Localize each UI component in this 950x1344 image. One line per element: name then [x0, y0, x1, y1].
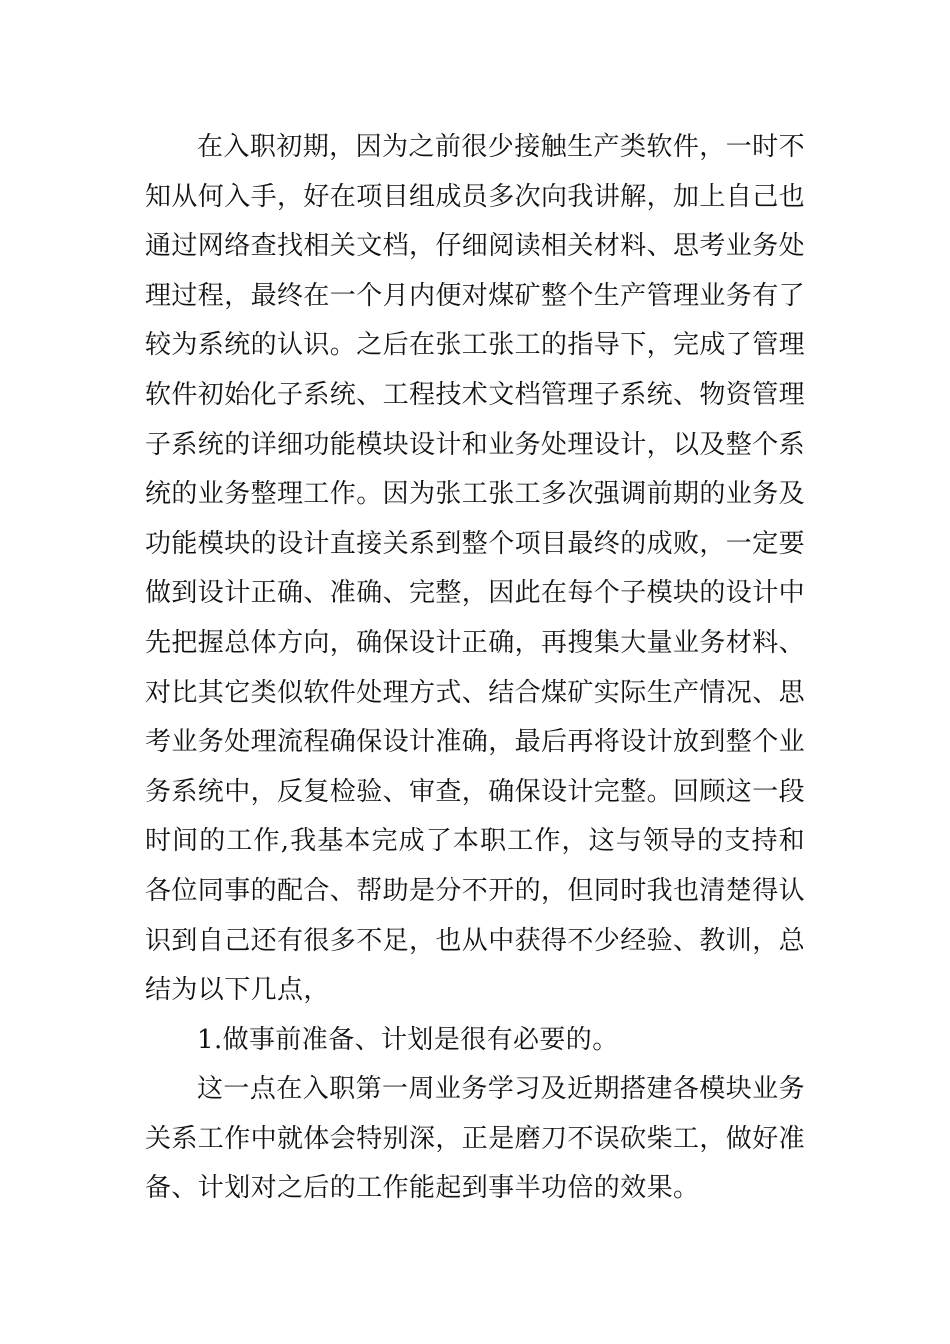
document-body [145, 123, 805, 1214]
paragraph-point-1-detail: 这一点在入职第一周业务学习及近期搭建各模块业务关系工作中就体会特别深，正是磨刀不误砍柴工，做好准备、计划对之后的工作能起到事半功倍的效果。 [145, 1074, 806, 1204]
paragraph-intro: 在入职初期，因为之前很少接触生产类软件，一时不知从何入手，好在项目组成员多次向我讲解，加上自己也通过网络查找相关文档，仔细阅读相关材料、思考业务处理过程，最终在一个月内便对煤矿整个生产管理业务有了较为系统的认识。之后在张工张工的指导下，完成了管理软件初始化子系统、工程技术文档管理子系统、物资管理子系统的详细功能模块设计和业务处理设计，以及整个系统的业务整理工作。因为张工张工多次强调前期的业务及功能模块的设计直接关系到整个项目最终的成败，一定要做到设计正确、准确、完整，因此在每个子模块的设计中先把握总体方向，确保设计正确，再搜集大量业务材料、对比其它类似软件处理方式、结合煤矿实际生产情况、思考业务处理流程确保设计准确，最后再将设计放到整个业务系统中，反复检验、审查，确保设计完整。回顾这一段时间的工作,我基本完成了本职工作，这与领导的支持和各位同事的配合、帮助是分不开的，但同时我也清楚得认识到自己还有很多不足，也从中获得不少经验、教训，总结为以下几点， [145, 132, 806, 1006]
paragraph-point-1: 1.做事前准备、计划是很有必要的。 [197, 1024, 619, 1055]
